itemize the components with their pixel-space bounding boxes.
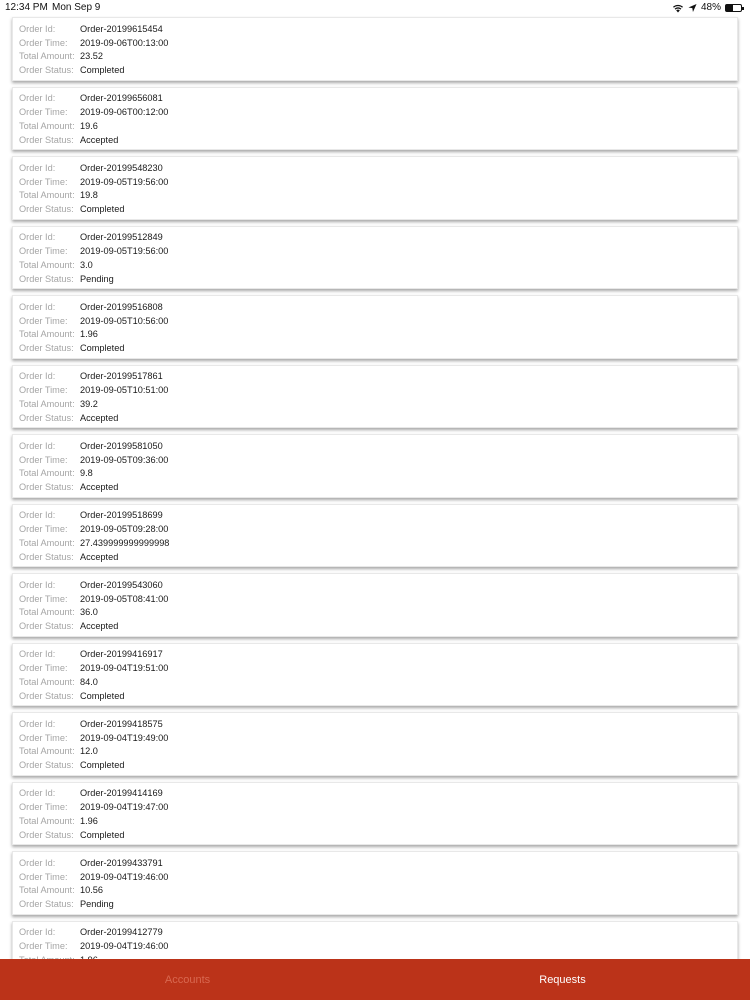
order-status-row xyxy=(19,480,737,494)
total-amount-label: Total Amount: xyxy=(19,746,75,757)
total-amount-value: 1.96 xyxy=(80,329,98,340)
total-amount-label: Total Amount: xyxy=(19,885,75,896)
order-status-row xyxy=(19,272,737,286)
order-status-value: Completed xyxy=(80,760,125,771)
order-time-row xyxy=(19,36,737,50)
order-id-label: Order Id: xyxy=(19,579,56,590)
order-status-label: Order Status: xyxy=(19,760,74,771)
order-status-value: Accepted xyxy=(80,621,119,632)
total-amount-label: Total Amount: xyxy=(19,607,75,618)
total-amount-value: 12.0 xyxy=(80,746,98,757)
order-status-label: Order Status: xyxy=(19,621,74,632)
order-id-value: Order-20199548230 xyxy=(80,162,163,173)
order-time-value: 2019-09-04T19:51:00 xyxy=(80,663,169,674)
order-id-row xyxy=(19,856,737,870)
order-card[interactable] xyxy=(12,17,738,81)
order-time-value: 2019-09-04T19:49:00 xyxy=(80,732,169,743)
tab-accounts[interactable]: Accounts xyxy=(164,973,211,986)
total-amount-value: 39.2 xyxy=(80,398,98,409)
order-time-row xyxy=(19,522,737,536)
order-id-row xyxy=(19,648,737,662)
order-status-label: Order Status: xyxy=(19,204,74,215)
order-time-value: 2019-09-06T00:13:00 xyxy=(80,37,169,48)
total-amount-value: 36.0 xyxy=(80,607,98,618)
order-card[interactable] xyxy=(12,573,738,637)
order-status-row xyxy=(19,411,737,425)
order-id-row xyxy=(19,231,737,245)
order-status-row xyxy=(19,828,737,842)
order-status-label: Order Status: xyxy=(19,829,74,840)
order-card[interactable] xyxy=(12,87,738,151)
order-id-row xyxy=(19,439,737,453)
status-bar xyxy=(0,0,750,16)
order-time-label: Order Time: xyxy=(19,246,68,257)
order-id-label: Order Id: xyxy=(19,162,56,173)
total-amount-label: Total Amount: xyxy=(19,259,75,270)
order-id-label: Order Id: xyxy=(19,371,56,382)
order-id-label: Order Id: xyxy=(19,857,56,868)
total-amount-value: 9.8 xyxy=(80,468,93,479)
order-status-value: Completed xyxy=(80,65,125,76)
order-status-row xyxy=(19,550,737,564)
total-amount-row xyxy=(19,50,737,64)
order-time-label: Order Time: xyxy=(19,663,68,674)
order-status-value: Completed xyxy=(80,204,125,215)
order-id-row xyxy=(19,787,737,801)
order-id-value: Order-20199656081 xyxy=(80,93,163,104)
order-time-value: 2019-09-04T19:47:00 xyxy=(80,802,169,813)
order-status-label: Order Status: xyxy=(19,134,74,145)
order-status-label: Order Status: xyxy=(19,551,74,562)
order-time-value: 2019-09-04T19:46:00 xyxy=(80,941,169,952)
order-id-label: Order Id: xyxy=(19,649,56,660)
order-status-label: Order Status: xyxy=(19,482,74,493)
order-status-row xyxy=(19,341,737,355)
status-date: Mon Sep 9 xyxy=(52,2,101,13)
order-time-value: 2019-09-05T19:56:00 xyxy=(80,176,169,187)
order-card[interactable] xyxy=(12,156,738,220)
order-id-row xyxy=(19,22,737,36)
order-card[interactable] xyxy=(12,295,738,359)
order-time-label: Order Time: xyxy=(19,941,68,952)
order-status-row xyxy=(19,202,737,216)
order-time-label: Order Time: xyxy=(19,37,68,48)
order-time-value: 2019-09-05T09:36:00 xyxy=(80,454,169,465)
order-id-row xyxy=(19,717,737,731)
order-time-value: 2019-09-04T19:46:00 xyxy=(80,871,169,882)
total-amount-label: Total Amount: xyxy=(19,329,75,340)
order-time-value: 2019-09-05T10:51:00 xyxy=(80,385,169,396)
order-id-row xyxy=(19,161,737,175)
order-time-label: Order Time: xyxy=(19,871,68,882)
total-amount-value: 27.439999999999998 xyxy=(80,537,170,548)
total-amount-value: 10.56 xyxy=(80,885,103,896)
order-id-value: Order-20199581050 xyxy=(80,440,163,451)
order-list[interactable] xyxy=(12,17,738,990)
order-time-row xyxy=(19,870,737,884)
total-amount-value: 84.0 xyxy=(80,676,98,687)
battery-fill xyxy=(726,5,733,11)
order-status-row xyxy=(19,619,737,633)
total-amount-row xyxy=(19,397,737,411)
order-status-value: Completed xyxy=(80,343,125,354)
order-status-row xyxy=(19,63,737,77)
order-id-row xyxy=(19,926,737,940)
order-card[interactable] xyxy=(12,365,738,429)
order-status-row xyxy=(19,758,737,772)
order-id-row xyxy=(19,578,737,592)
total-amount-row xyxy=(19,745,737,759)
location-arrow-icon xyxy=(688,3,697,13)
order-time-row xyxy=(19,175,737,189)
order-time-value: 2019-09-05T19:56:00 xyxy=(80,246,169,257)
order-status-row xyxy=(19,689,737,703)
total-amount-value: 19.8 xyxy=(80,190,98,201)
total-amount-label: Total Amount: xyxy=(19,468,75,479)
order-time-row xyxy=(19,939,737,953)
order-id-label: Order Id: xyxy=(19,232,56,243)
total-amount-row xyxy=(19,814,737,828)
order-status-value: Pending xyxy=(80,899,114,910)
order-id-label: Order Id: xyxy=(19,927,56,938)
order-status-value: Accepted xyxy=(80,134,119,145)
order-status-label: Order Status: xyxy=(19,899,74,910)
order-status-label: Order Status: xyxy=(19,273,74,284)
order-card[interactable] xyxy=(12,226,738,290)
order-card[interactable] xyxy=(12,851,738,915)
order-time-row xyxy=(19,731,737,745)
order-time-label: Order Time: xyxy=(19,454,68,465)
order-status-value: Accepted xyxy=(80,551,119,562)
total-amount-row xyxy=(19,675,737,689)
order-id-value: Order-20199412779 xyxy=(80,927,163,938)
total-amount-row xyxy=(19,258,737,272)
order-status-label: Order Status: xyxy=(19,343,74,354)
order-id-value: Order-20199418575 xyxy=(80,718,163,729)
order-time-label: Order Time: xyxy=(19,802,68,813)
order-time-row xyxy=(19,661,737,675)
order-id-label: Order Id: xyxy=(19,23,56,34)
order-status-label: Order Status: xyxy=(19,412,74,423)
order-id-label: Order Id: xyxy=(19,788,56,799)
order-time-label: Order Time: xyxy=(19,107,68,118)
order-id-value: Order-20199517861 xyxy=(80,371,163,382)
total-amount-label: Total Amount: xyxy=(19,51,75,62)
order-card[interactable] xyxy=(12,504,738,568)
order-time-value: 2019-09-05T08:41:00 xyxy=(80,593,169,604)
total-amount-row xyxy=(19,536,737,550)
status-indicators xyxy=(672,2,742,13)
total-amount-row xyxy=(19,467,737,481)
order-card[interactable] xyxy=(12,643,738,707)
order-time-value: 2019-09-06T00:12:00 xyxy=(80,107,169,118)
order-id-row xyxy=(19,300,737,314)
total-amount-row xyxy=(19,884,737,898)
order-time-value: 2019-09-05T09:28:00 xyxy=(80,524,169,535)
order-time-value: 2019-09-05T10:56:00 xyxy=(80,315,169,326)
total-amount-label: Total Amount: xyxy=(19,398,75,409)
tab-bar xyxy=(0,959,750,1000)
total-amount-label: Total Amount: xyxy=(19,815,75,826)
total-amount-value: 19.6 xyxy=(80,120,98,131)
total-amount-row xyxy=(19,119,737,133)
wifi-icon xyxy=(672,3,684,13)
order-time-row xyxy=(19,105,737,119)
order-time-row xyxy=(19,244,737,258)
total-amount-row xyxy=(19,606,737,620)
total-amount-label: Total Amount: xyxy=(19,120,75,131)
order-time-label: Order Time: xyxy=(19,315,68,326)
order-id-value: Order-20199414169 xyxy=(80,788,163,799)
order-id-label: Order Id: xyxy=(19,718,56,729)
total-amount-label: Total Amount: xyxy=(19,190,75,201)
order-time-label: Order Time: xyxy=(19,524,68,535)
order-status-row xyxy=(19,133,737,147)
total-amount-value: 1.96 xyxy=(80,815,98,826)
order-card[interactable] xyxy=(12,712,738,776)
order-time-row xyxy=(19,383,737,397)
order-time-label: Order Time: xyxy=(19,385,68,396)
total-amount-row xyxy=(19,328,737,342)
order-id-value: Order-20199416917 xyxy=(80,649,163,660)
order-status-value: Pending xyxy=(80,273,114,284)
order-id-value: Order-20199516808 xyxy=(80,301,163,312)
tab-requests[interactable]: Requests xyxy=(539,973,586,986)
total-amount-value: 3.0 xyxy=(80,259,93,270)
order-status-value: Completed xyxy=(80,690,125,701)
order-id-row xyxy=(19,370,737,384)
order-time-row xyxy=(19,592,737,606)
order-id-value: Order-20199518699 xyxy=(80,510,163,521)
order-id-row xyxy=(19,92,737,106)
order-status-label: Order Status: xyxy=(19,65,74,76)
order-id-value: Order-20199512849 xyxy=(80,232,163,243)
order-status-value: Completed xyxy=(80,829,125,840)
order-card[interactable] xyxy=(12,782,738,846)
order-id-row xyxy=(19,509,737,523)
order-id-label: Order Id: xyxy=(19,93,56,104)
order-time-label: Order Time: xyxy=(19,593,68,604)
order-time-label: Order Time: xyxy=(19,176,68,187)
order-time-row xyxy=(19,314,737,328)
order-time-row xyxy=(19,453,737,467)
order-id-value: Order-20199615454 xyxy=(80,23,163,34)
order-status-value: Accepted xyxy=(80,412,119,423)
order-id-value: Order-20199433791 xyxy=(80,857,163,868)
total-amount-row xyxy=(19,189,737,203)
order-id-label: Order Id: xyxy=(19,440,56,451)
order-id-value: Order-20199543060 xyxy=(80,579,163,590)
total-amount-value: 23.52 xyxy=(80,51,103,62)
order-time-label: Order Time: xyxy=(19,732,68,743)
order-time-row xyxy=(19,800,737,814)
order-id-label: Order Id: xyxy=(19,301,56,312)
status-time: 12:34 PM xyxy=(5,2,48,13)
order-status-row xyxy=(19,897,737,911)
order-id-label: Order Id: xyxy=(19,510,56,521)
total-amount-label: Total Amount: xyxy=(19,676,75,687)
battery-percent: 48% xyxy=(700,2,721,13)
order-status-label: Order Status: xyxy=(19,690,74,701)
total-amount-label: Total Amount: xyxy=(19,537,75,548)
order-status-value: Accepted xyxy=(80,482,119,493)
order-card[interactable] xyxy=(12,434,738,498)
battery-icon xyxy=(725,4,742,12)
